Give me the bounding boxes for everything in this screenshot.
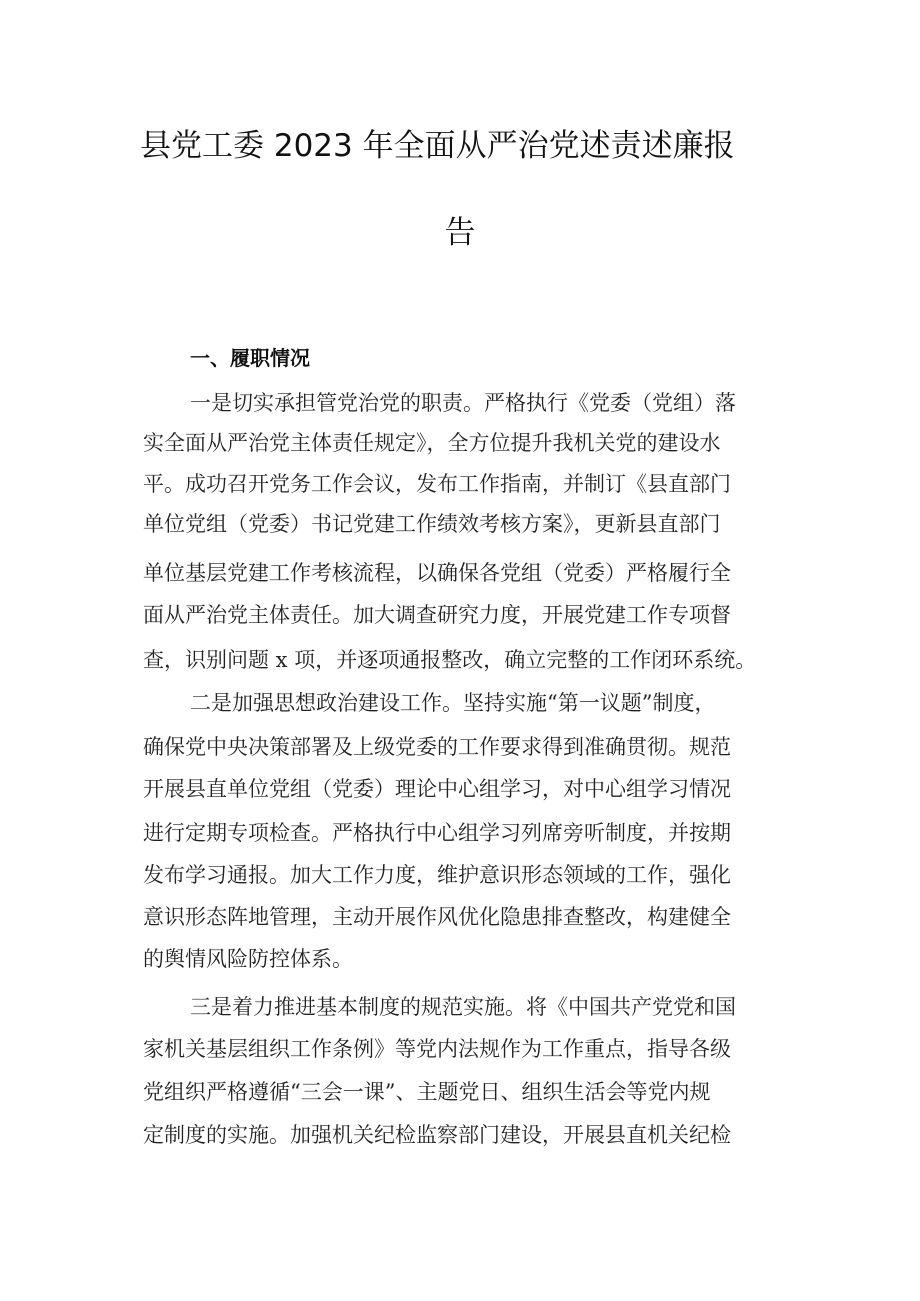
paragraph-1-line: 平。成功召开党务工作会议，发布工作指南，并制订《县直部门 <box>143 472 731 496</box>
paragraph-1-line: 面从严治党主体责任。加大调查研究力度，开展党建工作专项督 <box>143 603 731 627</box>
paragraph-3-line: 定制度的实施。加强机关纪检监察部门建设，开展县直机关纪检 <box>143 1123 731 1147</box>
paragraph-2-line: 进行定期专项检查。严格执行中心组学习列席旁听制度，并按期 <box>143 821 731 845</box>
paragraph-1-line: 查，识别问题 x 项，并逐项通报整改，确立完整的工作闭环系统。 <box>143 648 757 672</box>
paragraph-3-line: 党组织严格遵循“三会一课”、主题党日、组织生活会等党内规 <box>143 1080 711 1104</box>
document-title-line-1: 县党工委 2023 年全面从严治党述责述廉报 <box>140 128 735 164</box>
paragraph-1-line: 实全面从严治党主体责任规定》，全方位提升我机关党的建设水 <box>143 431 721 455</box>
section-heading-performance: 一、履职情况 <box>190 346 310 370</box>
paragraph-2-line: 发布学习通报。加大工作力度，维护意识形态领域的工作，强化 <box>143 863 731 887</box>
document-title-line-2: 告 <box>444 215 476 251</box>
paragraph-2-line: 的舆情风险防控体系。 <box>143 947 353 971</box>
paragraph-3-line: 家机关基层组织工作条例》等党内法规作为工作重点，指导各级 <box>143 1037 731 1061</box>
paragraph-1-line: 一是切实承担管党治党的职责。严格执行《党委（党组）落 <box>190 391 736 415</box>
paragraph-2-line: 确保党中央决策部署及上级党委的工作要求得到准确贯彻。规范 <box>143 735 731 759</box>
paragraph-3-line: 三是着力推进基本制度的规范实施。将《中国共产党党和国 <box>190 995 736 1019</box>
paragraph-2-line: 意识形态阵地管理，主动开展作风优化隐患排查整改，构建健全 <box>143 905 731 929</box>
paragraph-2-line: 二是加强思想政治建设工作。坚持实施“第一议题”制度， <box>190 691 716 715</box>
paragraph-2-line: 开展县直单位党组（党委）理论中心组学习，对中心组学习情况 <box>143 777 731 801</box>
paragraph-1-line: 单位党组（党委）书记党建工作绩效考核方案》，更新县直部门 <box>143 512 721 536</box>
paragraph-1-line: 单位基层党建工作考核流程，以确保各党组（党委）严格履行全 <box>143 561 731 585</box>
